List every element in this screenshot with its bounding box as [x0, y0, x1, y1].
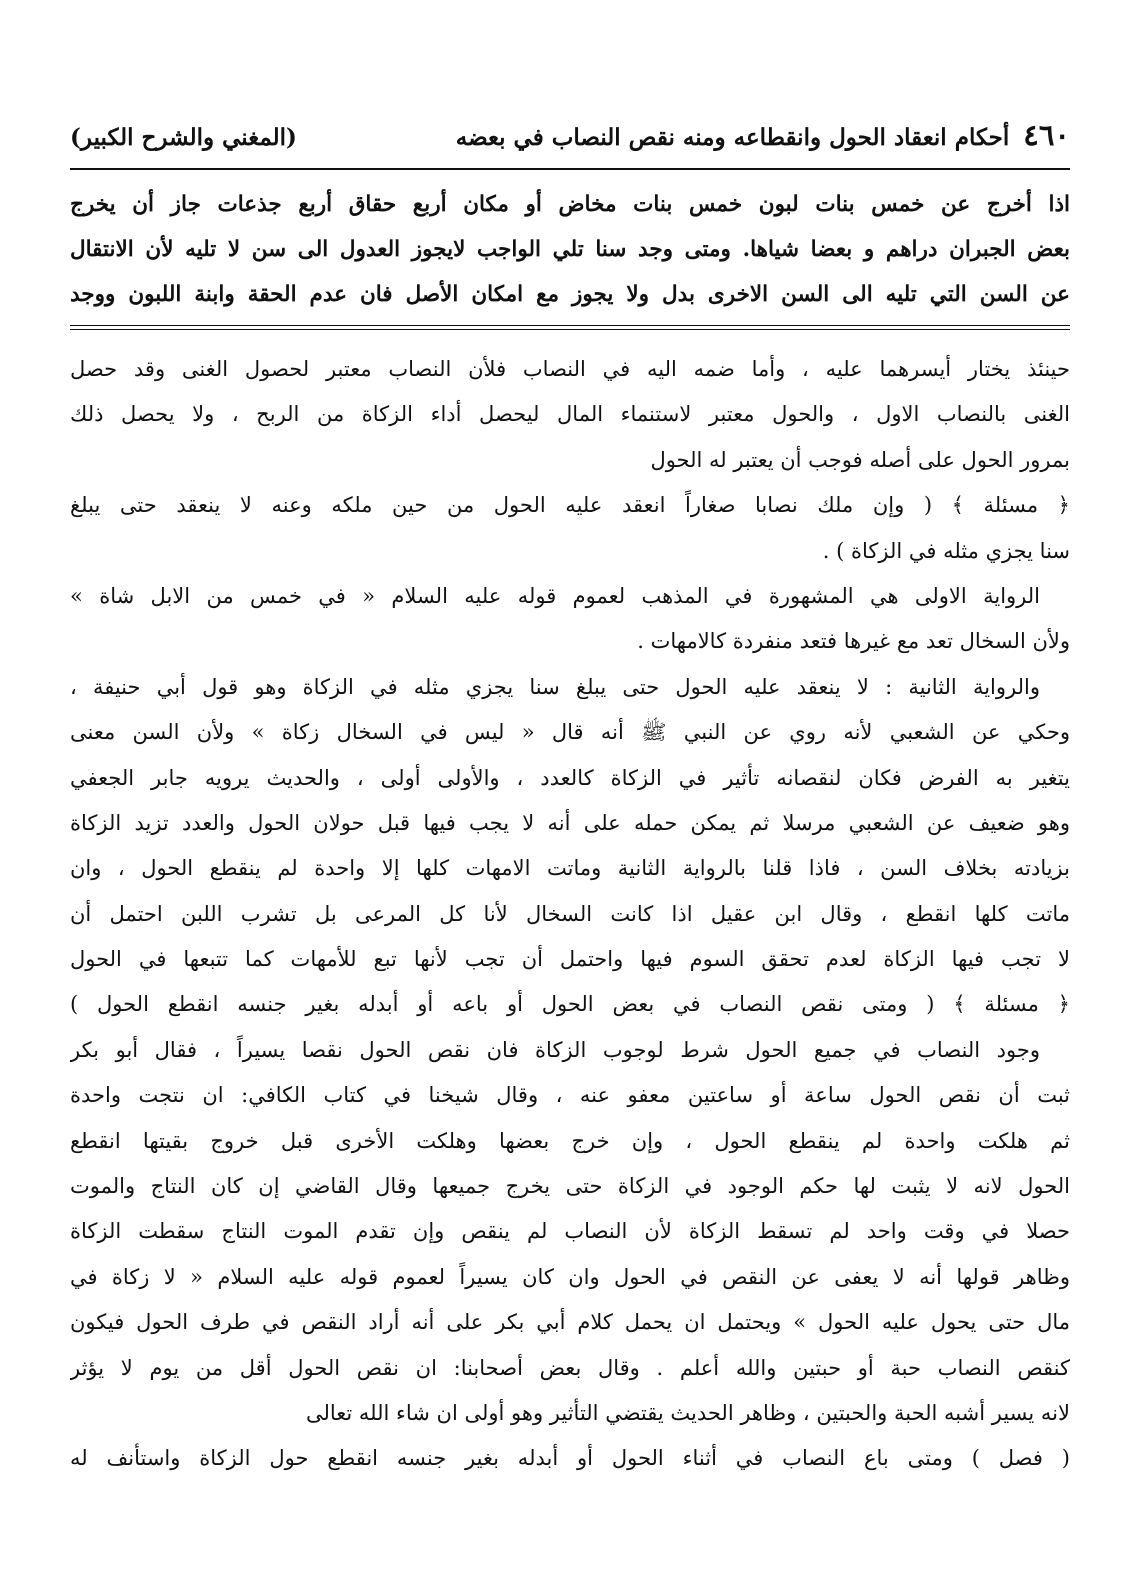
sharh-text-block — [70, 347, 1070, 1482]
header-rule — [70, 168, 1070, 170]
text-line: ثم هلكت واحدة لم ينقطع الحول ، وإن خرج بعضها وهلكت الأخرى قبل خروج بقيتها انقطع — [70, 1128, 1070, 1153]
text-line: وهو ضعيف عن الشعبي مرسلا ثم يمكن حمله على أنه لا يجب فيها قبل حولان الحول والعدد تزيد الزكاة — [70, 810, 1070, 835]
text-line: وحكي عن الشعبي لأنه روي عن النبي ﷺ أنه قال « ليس في السخال زكاة » ولأن السن معنى — [70, 720, 1070, 745]
text-line: الرواية الاولى هي المشهورة في المذهب لعموم قوله عليه السلام « في خمس من الابل شاة » — [70, 583, 1040, 608]
text-line: مال حتى يحول عليه الحول » ويحتمل ان يحمل كلام أبي بكر على أنه أراد النقص في طرف الحول فيكون — [70, 1310, 1070, 1335]
text-line: بمرور الحول على أصله فوجب أن يعتبر له الحول — [650, 447, 1070, 472]
text-line: وجود النصاب في جميع الحول شرط لوجوب الزكاة فان نقص الحول نقصا يسيراً ، فقال أبو بكر — [70, 1037, 1040, 1062]
text-line: لانه يسير أشبه الحبة والحبتين ، وظاهر الحديث يقتضي التأثير وهو أولى ان شاء الله تعالى — [305, 1400, 1070, 1425]
section-divider — [70, 325, 1070, 333]
document-page — [70, 118, 1070, 1482]
mughni-text-block — [70, 182, 1070, 317]
text-line: حينئذ يختار أيسرهما عليه ، وأما ضمه اليه في النصاب فلأن النصاب معتبر لحصول الغنى وقد حصل — [70, 357, 1070, 381]
text-line: وظاهر قولها أنه لا يعفى عن النقص في الحول وان كان يسيراً لعموم قوله عليه السلام « لا زكاة في — [70, 1264, 1070, 1289]
text-line: الحول لانه لا يثبت لها حكم الوجود في الزكاة حتى يخرج جميعها وقال القاضي إن كان النتاج والموت — [70, 1174, 1070, 1199]
text-line: بعض الجبران دراهم و بعضا شياها. ومتى وجد سنا تلي الواجب لايجوز العدول الى سن لا تليه لأن الانتقال — [70, 237, 1070, 262]
page-number: ٤٦٠ — [1023, 118, 1070, 152]
masala-heading-line: ﴿ مسئلة ﴾ ( ومتى نقص النصاب في بعض الحول أو باعه أو أبدله بغير جنسه انقطع الحول ) — [70, 992, 1070, 1017]
fasl-heading-line: ( فصل ) ومتى باع النصاب في أثناء الحول أو أبدله بغير جنسه انقطع حول الزكاة واستأنف له — [70, 1446, 1070, 1471]
text-line: الغنى بالنصاب الاول ، والحول معتبر لاستنماء المال ليحصل أداء الزكاة من الربح ، ولا يحصل ذلك — [70, 402, 1070, 427]
text-line: لا تجب فيها الزكاة لعدم تحقق السوم فيها واحتمل أن تجب لأنها تبع للأمهات كما تتبعها في الحول — [70, 947, 1070, 972]
text-line: كنقص النصاب حبة أو حبتين والله أعلم . وقال بعض أصحابنا: ان نقص الحول أقل من يوم لا يؤثر — [70, 1355, 1070, 1380]
text-line: بزيادته بخلاف السن ، فاذا قلنا بالرواية الثانية وماتت الامهات كلها إلا واحدة لم ينقطع الحول ، وان — [70, 856, 1070, 881]
running-header — [70, 118, 1070, 164]
text-line: عن السن التي تليه الى السن الاخرى بدل ولا يجوز مع امكان الأصل فان عدم الحقة وابنة اللبون ووجد — [70, 282, 1070, 307]
text-line: ماتت كلها انقطع ، وقال ابن عقيل اذا كانت السخال لأنا كل المرعى بل تشرب اللبن احتمل أن — [70, 901, 1070, 926]
text-line: سنا يجزي مثله في الزكاة ) . — [822, 538, 1070, 563]
text-line: يتغير به الفرض فكان لنقصانه تأثير في الزكاة كالعدد ، والأولى أولى ، والحديث يرويه جابر الجعفي — [70, 765, 1070, 790]
text-line: ثبت أن نقص الحول ساعة أو ساعتين معفو عنه ، وقال شيخنا في كتاب الكافي: ان نتجت واحدة — [70, 1083, 1070, 1108]
text-line: والرواية الثانية : لا ينعقد عليه الحول حتى يبلغ سنا يجزي مثله في الزكاة وهو قول أبي حنيفة ، — [70, 674, 1040, 699]
running-title: أحكام انعقاد الحول وانقطاعه ومنه نقص النصاب في بعضه — [455, 124, 1010, 151]
text-line: ولأن السخال تعد مع غيرها فتعد منفردة كالامهات . — [637, 629, 1070, 654]
masala-heading-line: ﴿ مسئلة ﴾ ( وإن ملك نصابا صغاراً انعقد عليه الحول من حين ملكه وعنه لا ينعقد حتى يبلغ — [70, 493, 1070, 518]
text-line: حصلا في وقت واحد لم تسقط الزكاة لأن النصاب لم ينقص وإن تقدم الموت النتاج سقطت الزكاة — [70, 1219, 1070, 1244]
book-title: (المغني والشرح الكبير) — [70, 124, 297, 151]
text-line: اذا أخرج عن خمس بنات لبون خمس بنات مخاض أو مكان أربع حقاق أربع جذعات جاز أن يخرج — [70, 192, 1070, 217]
